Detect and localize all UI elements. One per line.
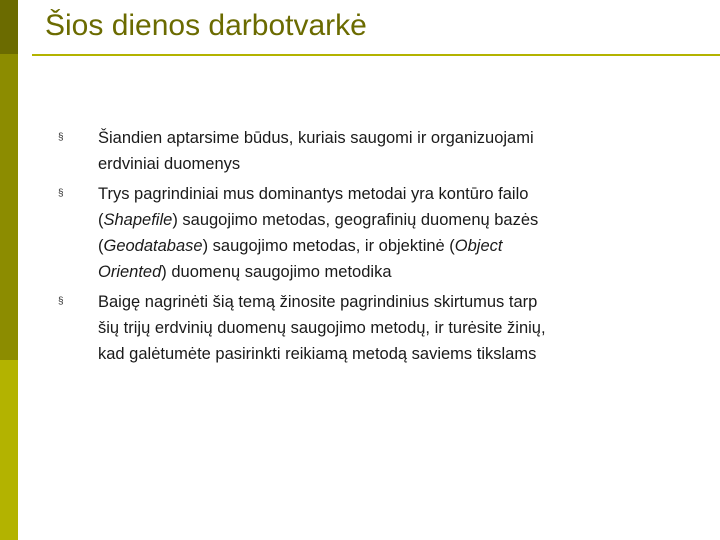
bullet-fragment: ) duomenų saugojimo metodika: [161, 263, 392, 281]
bullet-line: šių trijų erdvinių duomenų saugojimo metodų, ir turėsite žinių,: [98, 319, 546, 337]
bullet-line: Baigę nagrinėti šią temą žinosite pagrindinius skirtumus tarp: [98, 293, 538, 311]
bullet-marker-icon: §: [58, 132, 64, 143]
bullet-text: [98, 289, 668, 367]
bullet-fragment: ) saugojimo metodas, geografinių duomenų bazės: [172, 211, 539, 229]
bullet-fragment: (: [98, 237, 104, 255]
bullet-text: [98, 181, 668, 285]
bullet-marker-icon: §: [58, 296, 64, 307]
slide-title: Šios dienos darbotvarkė: [45, 9, 367, 42]
bullet-italic-term: Shapefile: [103, 211, 173, 229]
accent-stripe-top: [0, 0, 18, 54]
accent-stripe-bottom: [0, 360, 18, 540]
bullet-fragment: ) saugojimo metodas, ir objektinė (: [202, 237, 455, 255]
bullet-italic-term: Object: [454, 237, 503, 255]
accent-stripe-middle: [0, 54, 18, 360]
bullet-text: [98, 125, 668, 177]
title-underline: [32, 54, 720, 56]
bullet-italic-term: Oriented: [98, 263, 162, 281]
bullet-fragment: (: [98, 211, 104, 229]
bullet-marker-icon: §: [58, 188, 64, 199]
bullet-line: erdviniai duomenys: [98, 155, 241, 173]
bullet-italic-term: Geodatabase: [103, 237, 203, 255]
bullet-line: Trys pagrindiniai mus dominantys metodai yra kontūro failo: [98, 185, 529, 203]
bullet-line: Šiandien aptarsime būdus, kuriais saugomi ir organizuojami: [98, 129, 534, 147]
bullet-line: kad galėtumėte pasirinkti reikiamą metodą saviems tikslams: [98, 345, 537, 363]
